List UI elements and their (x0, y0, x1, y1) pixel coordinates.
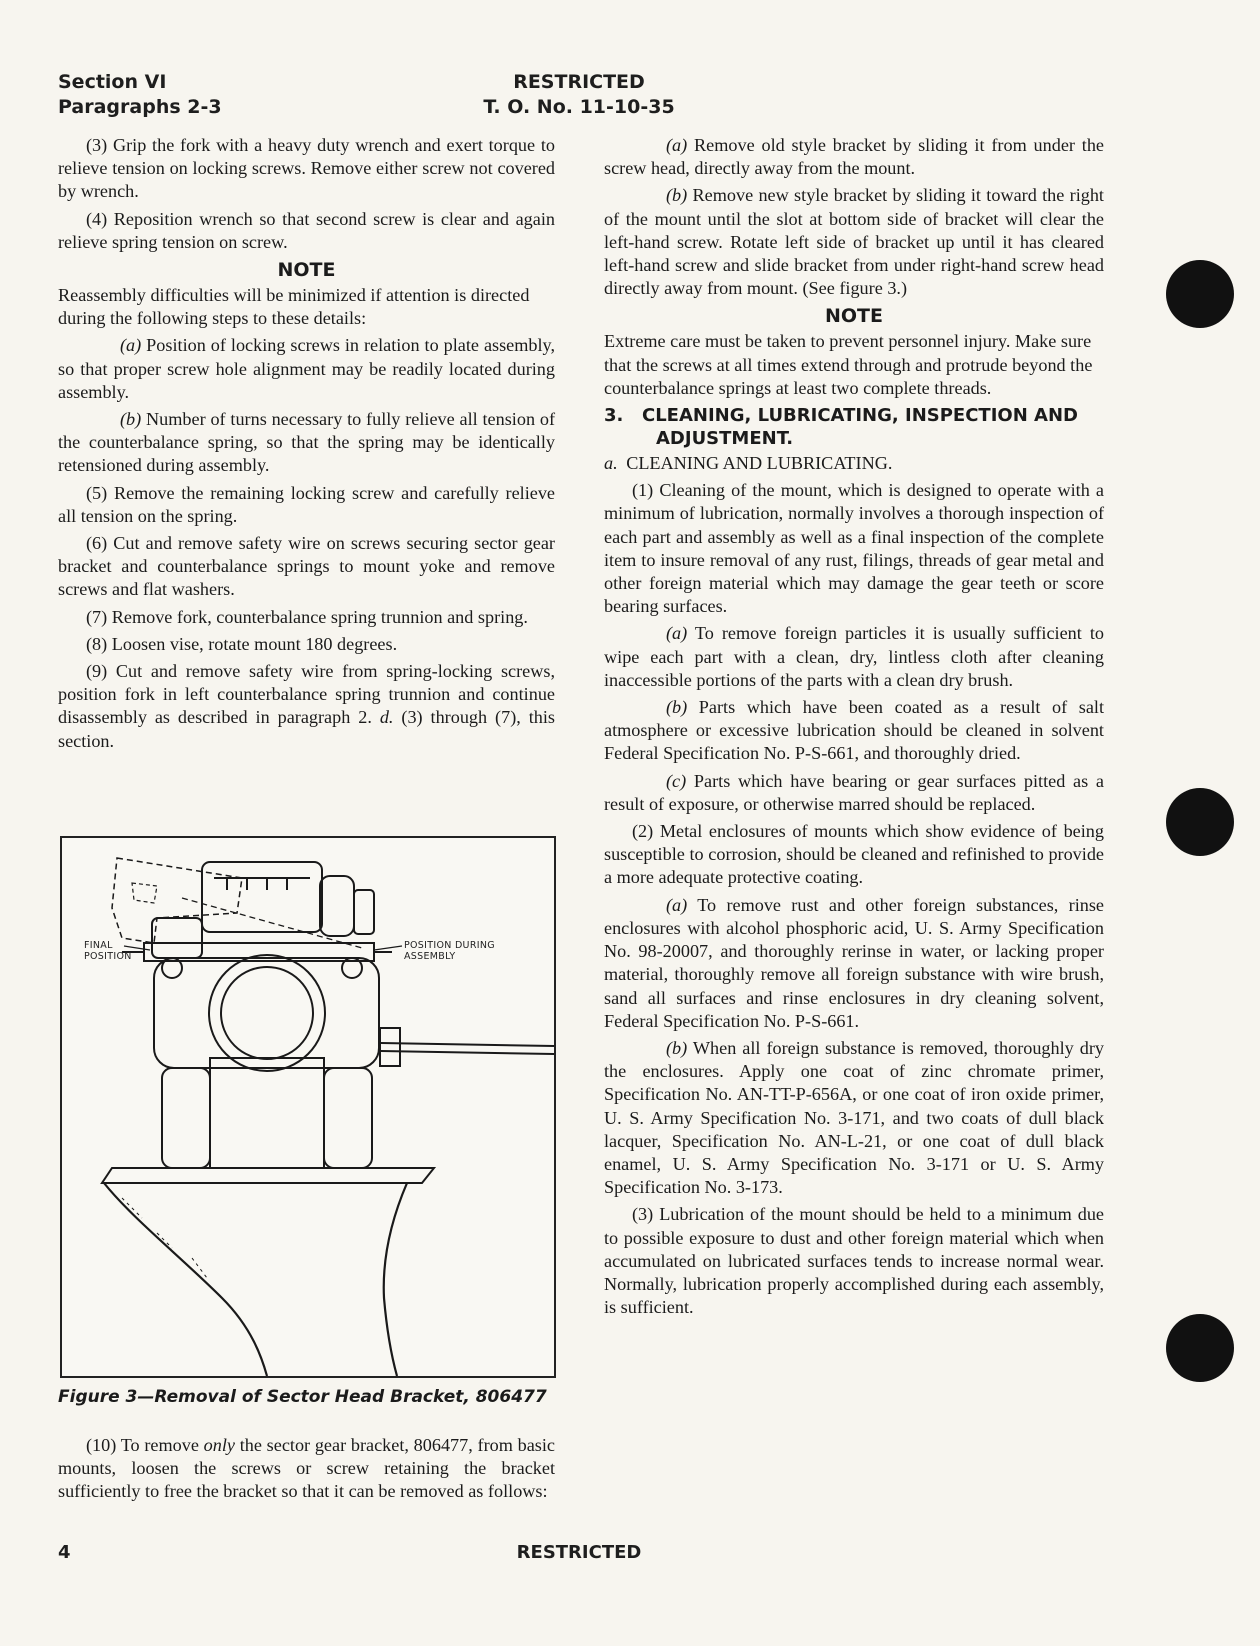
cleaning-step-1b (604, 696, 1104, 766)
cleaning-step-2a-label: (a) (666, 894, 688, 915)
cleaning-step-1c-text: Parts which have bearing or gear surfaces pitted as a result of exposure, or otherwise marred should be replaced. (604, 770, 1104, 814)
step-9 (58, 660, 555, 753)
note-title: NOTE (277, 259, 336, 282)
tech-order-number: T. O. No. 11-10-35 (483, 96, 675, 118)
note-item-a-text: Position of locking screws in relation to plate assembly, so that proper screw hole alignment may be readily located during assembly. (58, 335, 555, 402)
step-9-tail: (3) through (7), this section. (58, 707, 555, 751)
note-item-b-text: Number of turns necessary to fully relieve all tension of the counterbalance spring, so that the spring may be identically retensioned during assembly. (58, 409, 555, 476)
note-text-right: Extreme care must be taken to prevent personnel injury. Make sure that the screws at all times extend through and protrude beyond the counterbalance springs at least two complete threads. (604, 331, 1093, 398)
removal-step-b (604, 184, 1104, 300)
step-9-ref: d. (379, 707, 394, 728)
note-text: Reassembly difficulties will be minimized if attention is directed during the following steps to these details: (58, 285, 530, 329)
cleaning-step-2b-text: When all foreign substance is removed, thoroughly dry the enclosures. Apply one coat of zinc chromate primer, Specification No. AN-TT-P-656A, or one coat of iron oxide primer, U. S. Army Specification No. 3-171, and two coats of dull black lacquer, Specification No. AN-L-21, or one coat of dull black enamel, U. S. Army Specification No. 3-171 or U. S. Army Specification No. 3-173. (604, 1037, 1104, 1198)
removal-step-a (604, 134, 1104, 180)
binder-hole-middle (1166, 788, 1234, 856)
subsection-a-title: CLEANING AND LUBRICATING. (626, 453, 893, 474)
classification-header (420, 70, 738, 120)
note-title-right: NOTE (825, 305, 883, 328)
subsection-a-heading (604, 452, 1104, 475)
step-4: (4) Reposition wrench so that second screw is clear and again relieve spring tension on screw. (58, 208, 555, 252)
step-9-text: (9) Cut and remove safety wire from spring-locking screws, position fork in left counterbalance spring trunnion and continue disassembly as described in paragraph 2. (58, 661, 555, 728)
step-10-text-b: the sector gear bracket, 806477, from basic mounts, loosen the screws or screw retaining the bracket sufficiently to free the bracket so that it can be removed as follows: (58, 1435, 555, 1502)
section-3-number: 3. (604, 405, 624, 427)
section-3-title-line2: ADJUSTMENT. (656, 428, 794, 450)
cleaning-step-1: (1) Cleaning of the mount, which is designed to operate with a minimum of lubrication, normally involves a thorough inspection of each part and assembly as well as a final inspection of the complete item to insure removal of any rust, filings, threads of gear metal and other foreign material which may damage the gear teeth or score bearing surfaces. (604, 480, 1104, 617)
cleaning-step-2b (604, 1037, 1104, 1199)
cleaning-step-1a (604, 622, 1104, 692)
removal-step-a-label: (a) (666, 135, 688, 155)
section-header (58, 70, 222, 120)
callout-final-position: FINAL POSITION (84, 940, 132, 962)
page-number: 4 (58, 1542, 71, 1563)
cleaning-step-2: (2) Metal enclosures of mounts which show evidence of being susceptible to corrosion, should be cleaned and refinished to provide a more adequate protective coating. (604, 821, 1104, 888)
note-item-a (58, 334, 555, 404)
section-3-title-line1: CLEANING, LUBRICATING, INSPECTION AND (642, 405, 1078, 427)
subsection-a-label: a. (604, 453, 618, 474)
figure-caption: Figure 3—Removal of Sector Head Bracket, 806477 (58, 1387, 547, 1407)
step-10-emphasis: only (203, 1435, 235, 1455)
step-10 (58, 1434, 555, 1504)
figure-3-illustration (60, 836, 556, 1378)
cleaning-step-1b-label: (b) (666, 697, 688, 718)
removal-step-a-text: Remove old style bracket by sliding it from under the screw head, directly away from the mount. (604, 135, 1104, 179)
removal-step-b-text: Remove new style bracket by sliding it toward the right of the mount until the slot at bottom side of bracket will clear the left-hand screw. Rotate left side of bracket up until it has cleared left-hand screw and slide bracket from under right-hand screw head directly away from mount. (See figure 3.) (604, 185, 1104, 299)
binder-hole-bottom (1166, 1314, 1234, 1382)
note-item-b-label: (b) (120, 409, 142, 430)
binder-hole-top (1166, 260, 1234, 328)
section-3-heading (604, 404, 1104, 450)
classification-top: RESTRICTED (513, 71, 645, 93)
cleaning-step-1b-text: Parts which have been coated as a result of salt atmosphere or excessive lubrication should be cleaned in solvent Federal Specification No. P-S-661, and thoroughly dried. (604, 697, 1104, 764)
cleaning-step-1a-label: (a) (666, 623, 688, 644)
step-10-text-a: (10) To remove (86, 1435, 204, 1455)
cleaning-step-2a (604, 894, 1104, 1033)
left-column-lower (58, 1434, 555, 1504)
step-3: (3) Grip the fork with a heavy duty wrench and exert torque to relieve tension on locking screws. Remove either screw not covered by wrench. (58, 135, 555, 202)
removal-step-b-label: (b) (666, 185, 688, 206)
note-item-b (58, 408, 555, 478)
note-item-a-label: (a) (120, 335, 142, 356)
step-5: (5) Remove the remaining locking screw and carefully relieve all tension on the spring. (58, 482, 555, 526)
cleaning-step-1a-text: To remove foreign particles it is usually sufficient to wipe each part with a clean, dry, lintless cloth after cleaning inaccessible portions of the parts with a clean dry brush. (604, 623, 1104, 690)
cleaning-step-1c-label: (c) (666, 770, 687, 791)
mount-drawing (62, 838, 554, 1376)
left-column (58, 134, 555, 757)
classification-footer: RESTRICTED (516, 1542, 642, 1563)
cleaning-step-1c (604, 770, 1104, 816)
lubrication-step-3: (3) Lubrication of the mount should be held to a minimum due to possible exposure to dust and other foreign material which when accumulated on lubricated surfaces tends to increase normal wear. Normally, lubrication properly accomplished during each assembly, is sufficient. (604, 1204, 1104, 1318)
cleaning-step-2a-text: To remove rust and other foreign substances, rinse enclosures with alcohol phosphoric acid, U. S. Army Specification No. 98-20007, and thoroughly rerinse in water, or lacking proper material, thoroughly remove all foreign substance with wire brush, sand all surfaces and rinse enclosures in dry cleaning solvent, Federal Specification No. P-S-661. (604, 894, 1104, 1031)
section-label: Section VI (58, 71, 167, 93)
callout-position-during-assembly: POSITION DURING ASSEMBLY (404, 940, 495, 962)
step-6: (6) Cut and remove safety wire on screws securing sector gear bracket and counterbalance springs to mount yoke and remove screws and flat washers. (58, 533, 555, 600)
step-8: (8) Loosen vise, rotate mount 180 degrees. (86, 633, 398, 654)
cleaning-step-2b-label: (b) (666, 1037, 688, 1058)
paragraphs-label: Paragraphs 2-3 (58, 96, 222, 118)
right-column (604, 134, 1104, 1323)
step-7: (7) Remove fork, counterbalance spring trunnion and spring. (86, 606, 528, 627)
